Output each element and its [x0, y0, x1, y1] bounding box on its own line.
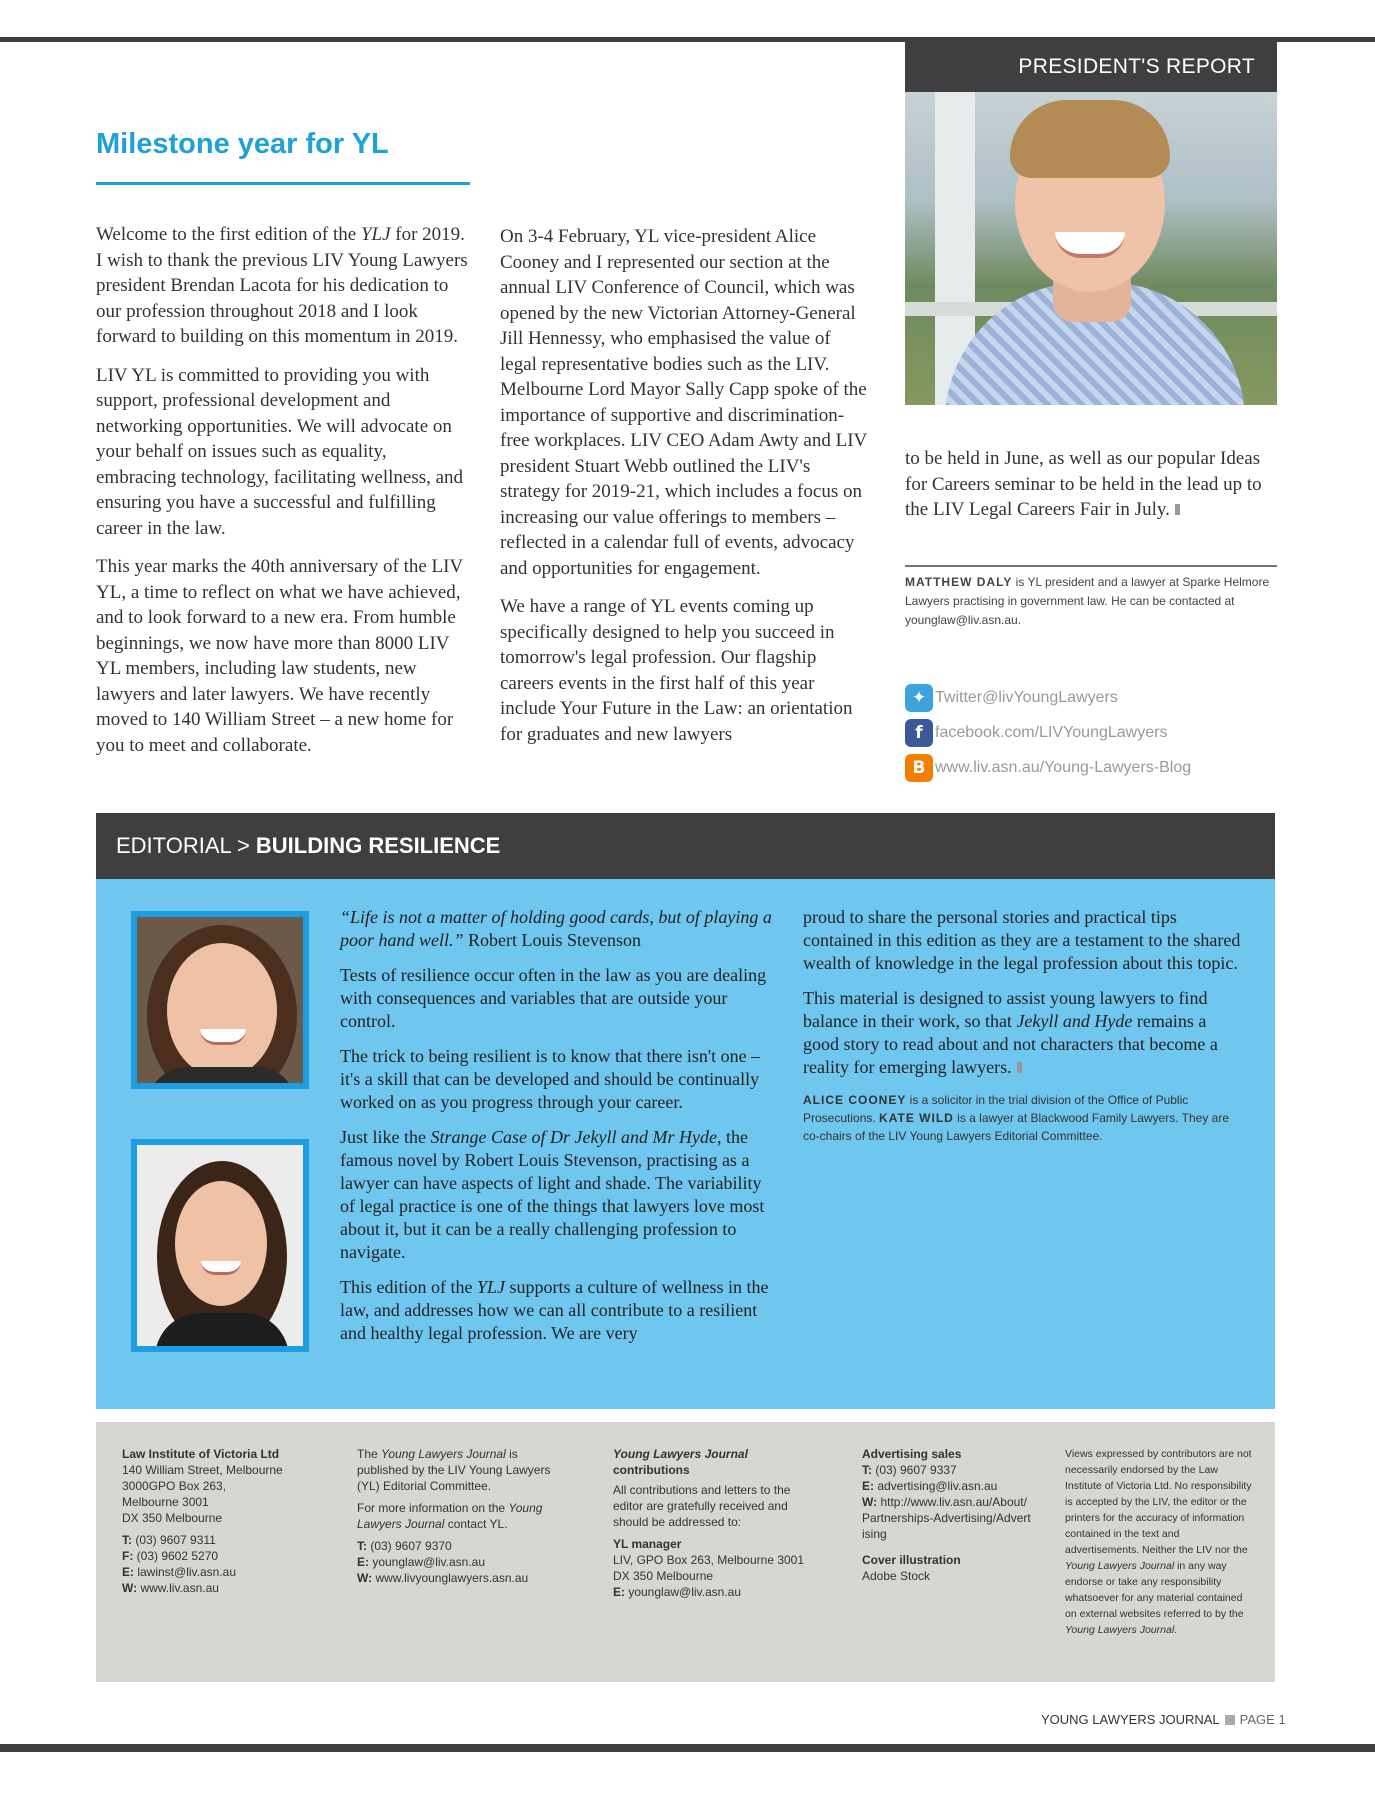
- headline-rule: [96, 182, 470, 185]
- paragraph: proud to share the personal stories and practical tips contained in this edition as they are a testament to the shared wealth of knowledge in the legal profession about this topic.: [803, 907, 1241, 973]
- article-column-3: [905, 446, 1277, 536]
- twitter-icon: ✦: [905, 684, 933, 712]
- blog-link[interactable]: [905, 754, 1277, 782]
- paragraph: to be held in June, as well as our popular Ideas for Careers seminar to be held in the lead up to the LIV Legal Careers Fair in July.: [905, 448, 1262, 520]
- editor-photo-alice-cooney: [131, 911, 309, 1089]
- president-photo: [905, 92, 1277, 405]
- blog-label: www.liv.asn.au/Young-Lawyers-Blog: [935, 759, 1192, 776]
- editorial-title: BUILDING RESILIENCE: [255, 833, 501, 858]
- editor-photo-kate-wild: [131, 1139, 309, 1352]
- paragraph: This material is designed to assist young lawyers to find balance in their work, so that Jekyll and Hyde remains a good story to read about and not characters that become a reality for emerging lawyers.: [803, 988, 1218, 1077]
- masthead-advertising: Advertising sales T: (03) 9607 9337 E: advertising@liv.asn.au W: http://www.liv.asn.au/About/Partnerships-Advertising/Advertising Cover illustration Adobe Stock: [862, 1447, 1031, 1583]
- editorial-prefix: EDITORIAL >: [116, 833, 250, 858]
- article-column-2: [500, 224, 872, 760]
- headline: Milestone year for YL: [96, 128, 389, 160]
- masthead-contributions: Young Lawyers Journal contributions All contributions and letters to the editor are gratefully received and should be addressed to: YL manager LIV, GPO Box 263, Melbourne 3001 DX 350 Melbourne E: younglaw@liv.asn.au: [613, 1447, 805, 1599]
- bottom-rule: [0, 1744, 1375, 1752]
- twitter-link[interactable]: [905, 684, 1277, 712]
- editorial-byline: ALICE COONEY is a solicitor in the trial division of the Office of Public Prosecutions. KATE WILD is a lawyer at Blackwood Family Lawyers. They are co-chairs of the LIV Young Lawyers Editorial Committee.: [803, 1093, 1230, 1143]
- section-tag: [905, 42, 1277, 92]
- blogger-icon: B: [905, 754, 933, 782]
- end-mark-icon: [1175, 504, 1180, 515]
- editorial-header: [96, 813, 1275, 879]
- separator-square-icon: [1225, 1715, 1235, 1725]
- paragraph: Welcome to the first edition of the YLJ for 2019. I wish to thank the previous LIV Young Lawyers president Brendan Lacota for his dedication to our profession throughout 2018 and I look forward to building on this momentum in 2019.: [96, 224, 468, 347]
- page-footer: [1041, 1712, 1286, 1727]
- paragraph: Just like the Strange Case of Dr Jekyll and Mr Hyde, the famous novel by Robert Louis Stevenson, practising as a lawyer can have aspects of light and shade. The variability of legal practice is one of the things that lawyers love most about it, but it can be a really challenging profession to navigate.: [340, 1127, 765, 1262]
- end-mark-icon: [1017, 1062, 1022, 1073]
- author-byline: MATTHEW DALY is YL president and a lawyer at Sparke Helmore Lawyers practising in government law. He can be contacted at younglaw@liv.asn.au.: [905, 575, 1270, 627]
- paragraph: This edition of the YLJ supports a culture of wellness in the law, and addresses how we can all contribute to a resilient and healthy legal profession. We are very: [340, 1277, 769, 1343]
- section-tag-label: PRESIDENT'S REPORT: [1018, 55, 1255, 78]
- editorial-column-1: [340, 906, 772, 1357]
- facebook-label: facebook.com/LIVYoungLawyers: [935, 724, 1168, 741]
- facebook-icon: f: [905, 719, 933, 747]
- masthead-ylj-info: The Young Lawyers Journal is published by the LIV Young Lawyers (YL) Editorial Committee. For more information on the Young Lawyers Journal contact YL. T: (03) 9607 9370 E: younglaw@liv.asn.au W: www.livyounglawyers.asn.au: [357, 1447, 551, 1585]
- byline-rule: [905, 565, 1277, 567]
- paragraph: We have a range of YL events coming up specifically designed to help you succeed in tomorrow's legal profession. Our flagship careers events in the first half of this year include Your Future in the Law: an orientation for graduates and new lawyers: [500, 596, 853, 745]
- paragraph: This year marks the 40th anniversary of the LIV YL, a time to reflect on what we have achieved, and to look forward to a new era. From humble beginnings, we now have more than 8000 LIV YL members, including law students, new lawyers and later lawyers. We have recently moved to 140 William Street – a new home for you to meet and collaborate.: [96, 556, 463, 756]
- facebook-link[interactable]: [905, 719, 1277, 747]
- masthead-disclaimer: Views expressed by contributors are not necessarily endorsed by the Law Institute of Victoria Ltd. No responsibility is accepted by the LIV, the editor or the printers for the accuracy of information contained in the text and advertisements. Neither the LIV nor the Young Lawyers Journal in any way endorse or take any responsibility whatsoever for any material contained on external websites referred to by the Young Lawyers Journal.: [1065, 1448, 1252, 1636]
- paragraph: LIV YL is committed to providing you with support, professional development and networking opportunities. We will advocate on your behalf on issues such as equality, embracing technology, facilitating wellness, and ensuring you have a successful and fulfilling career in the law.: [96, 364, 464, 539]
- paragraph: Tests of resilience occur often in the law as you are dealing with consequences and variables that are outside your control.: [340, 965, 767, 1031]
- article-column-1: [96, 222, 468, 771]
- masthead-liv-contact: Law Institute of Victoria Ltd 140 William Street, Melbourne 3000GPO Box 263, Melbourne 3001 DX 350 Melbourne T: (03) 9607 9311 F: (03) 9602 5270 E: lawinst@liv.asn.au W: www.liv.asn.au: [122, 1447, 283, 1595]
- twitter-label: Twitter@livYoungLawyers: [935, 689, 1118, 706]
- journal-name: YOUNG LAWYERS JOURNAL: [1041, 1712, 1220, 1727]
- page-number: PAGE 1: [1239, 1712, 1286, 1727]
- quote: “Life is not a matter of holding good cards, but of playing a poor hand well.” Robert Louis Stevenson: [340, 907, 772, 950]
- editorial-column-2: [803, 906, 1243, 1145]
- paragraph: The trick to being resilient is to know that there isn't one – it's a skill that can be developed and should be continually worked on as you progress through your career.: [340, 1046, 761, 1112]
- paragraph: On 3-4 February, YL vice-president Alice Cooney and I represented our section at the annual LIV Conference of Council, which was opened by the new Victorian Attorney-General Jill Hennessy, who emphasised the value of legal representative bodies such as the LIV. Melbourne Lord Mayor Sally Capp spoke of the importance of supportive and discrimination-free workplaces. LIV CEO Adam Awty and LIV president Stuart Webb outlined the LIV's strategy for 2019-21, which includes a focus on increasing our value offerings to members – reflected in a calendar full of events, advocacy and opportunities for engagement.: [500, 226, 867, 579]
